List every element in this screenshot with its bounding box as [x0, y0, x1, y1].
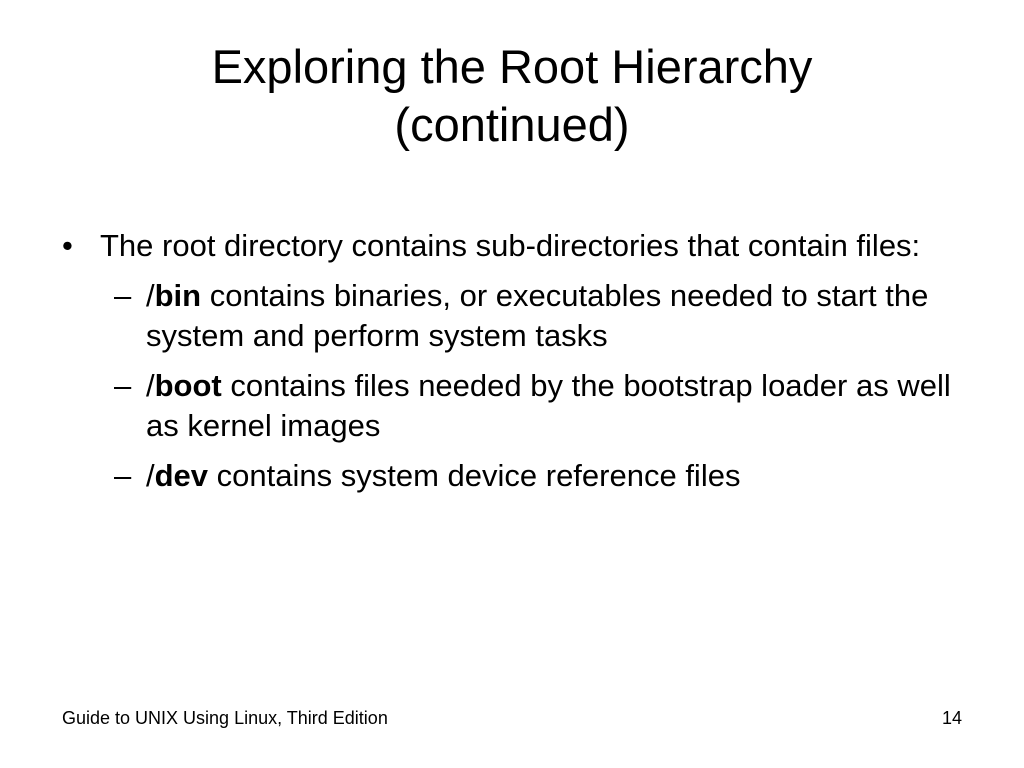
sub-bullet-item-dev: [62, 456, 966, 496]
dash-icon: –: [114, 458, 132, 493]
sub-bullet-item-bin: [62, 276, 966, 356]
path-prefix: /: [146, 278, 155, 313]
slide-title-line-2: (continued): [394, 98, 630, 151]
path-prefix: /: [146, 368, 155, 403]
bullet-item: [62, 226, 962, 266]
directory-name-bin: bin: [154, 278, 202, 313]
footer-book-title: Guide to UNIX Using Linux, Third Edition: [62, 708, 388, 728]
directory-name-dev: dev: [154, 458, 209, 493]
dash-icon: –: [114, 278, 132, 313]
directory-description-dev: contains system device reference files: [208, 458, 741, 493]
sub-bullet-item-boot: [62, 366, 966, 446]
footer-page-number: 14: [941, 708, 962, 728]
bullet-list: [62, 226, 962, 506]
dash-icon: –: [114, 368, 132, 403]
slide-title-line-1: Exploring the Root Hierarchy: [211, 40, 813, 93]
directory-name-boot: boot: [154, 368, 222, 403]
directory-description-bin: contains binaries, or executables needed to start the system and perform system tasks: [146, 278, 929, 353]
bullet-text: The root directory contains sub-directories that contain files:: [100, 228, 921, 263]
slide-title: [0, 38, 1024, 154]
directory-description-boot: contains files needed by the bootstrap loader as well as kernel images: [146, 368, 951, 443]
sub-bullet-list: [62, 276, 962, 496]
path-prefix: /: [146, 458, 155, 493]
bullet-icon: •: [62, 228, 73, 263]
